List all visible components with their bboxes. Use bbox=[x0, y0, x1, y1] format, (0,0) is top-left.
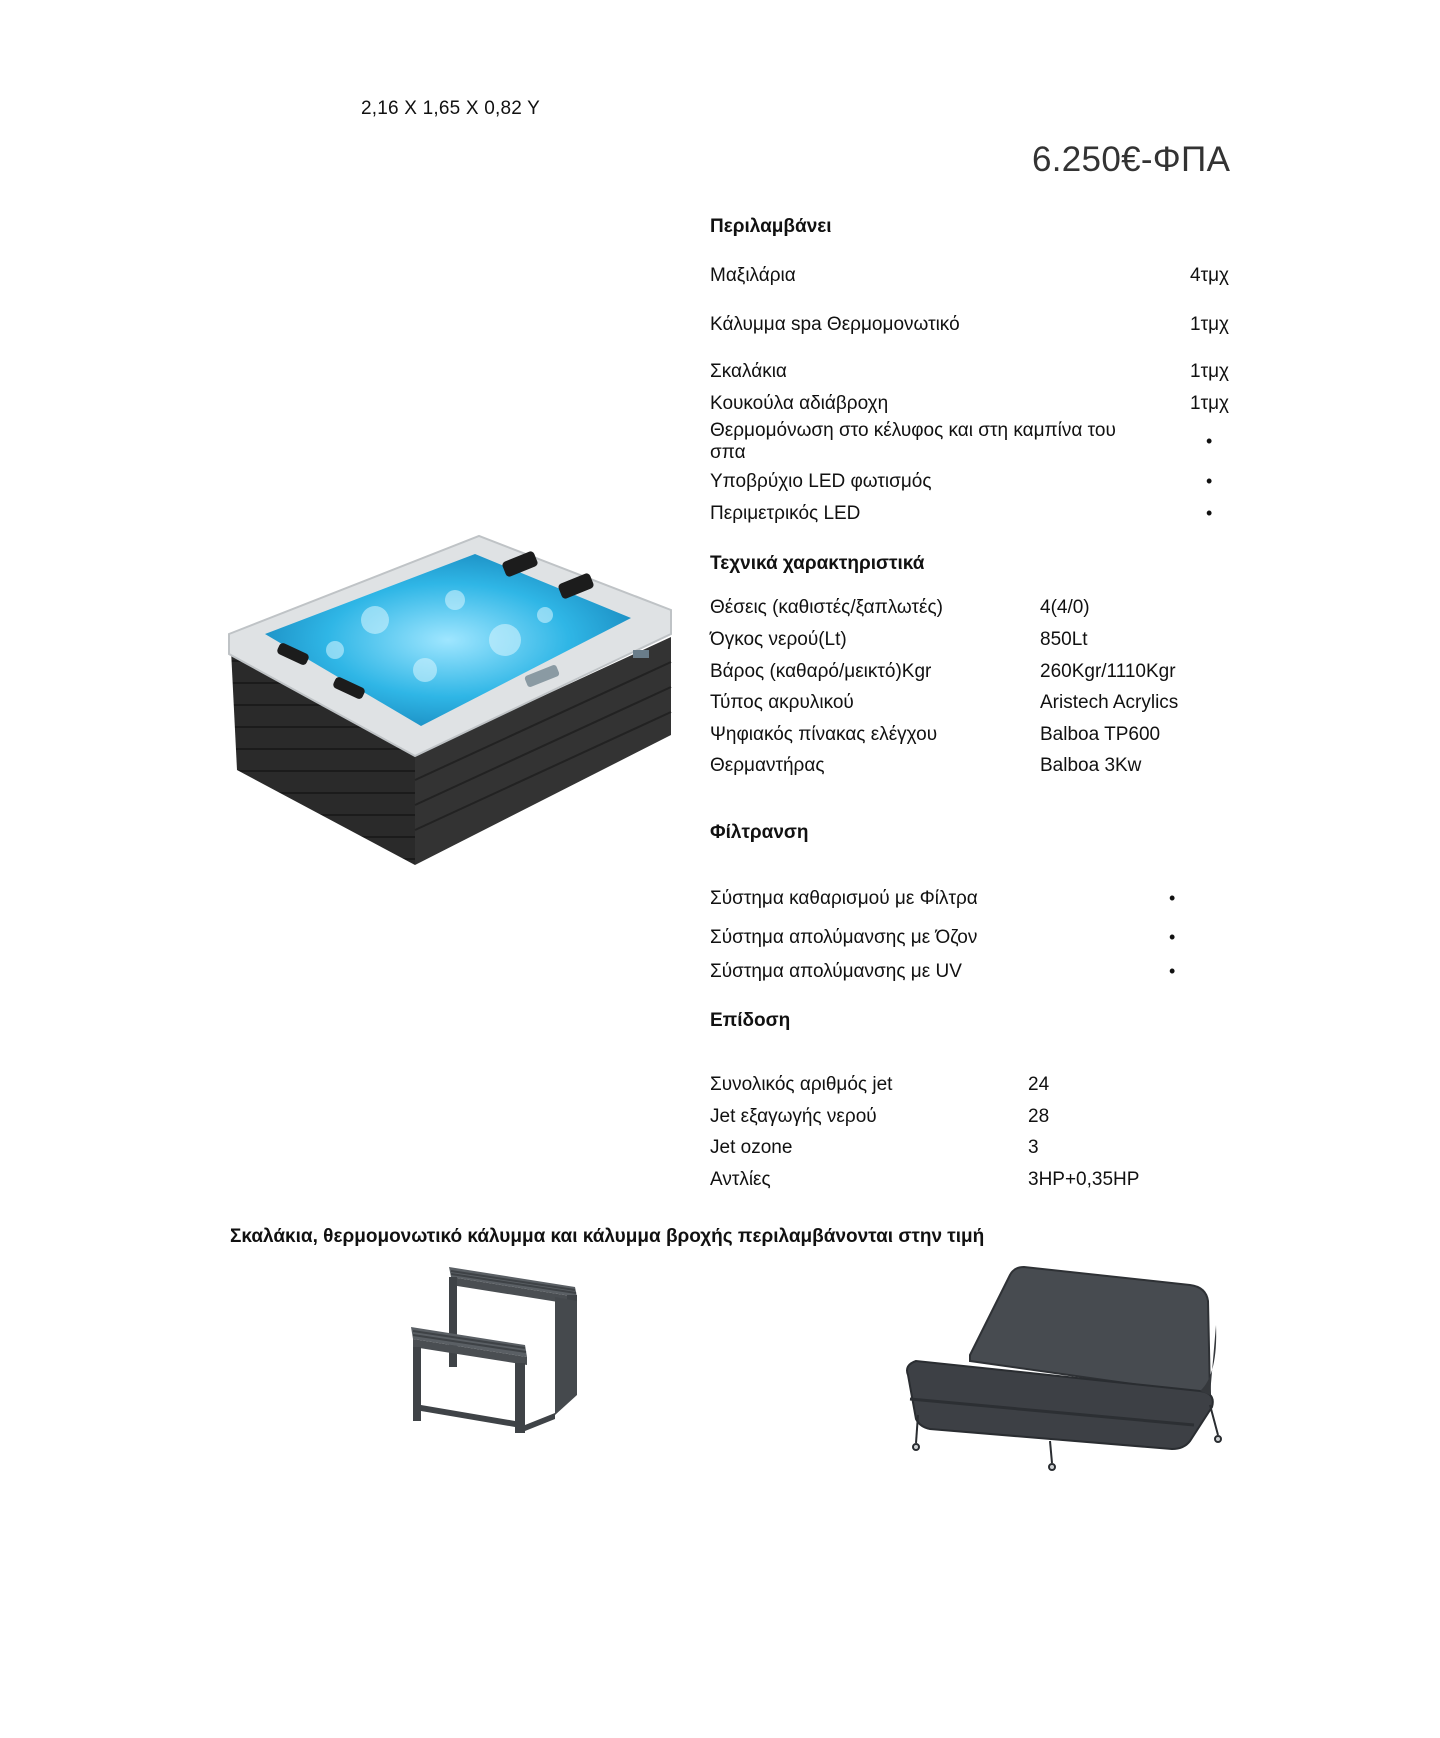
technical-value-4: Balboa TP600 bbox=[1040, 724, 1161, 745]
filtration-bullet-1: • bbox=[1169, 927, 1176, 947]
technical-label-4: Ψηφιακός πίνακας ελέγχου bbox=[710, 724, 938, 745]
technical-value-0: 4(4/0) bbox=[1040, 597, 1090, 618]
includes-label-0: Μαξιλάρια bbox=[710, 265, 796, 286]
technical-title: Τεχνικά χαρακτηριστικά bbox=[710, 553, 925, 574]
filtration-label-2: Σύστημα απολύμανσης με UV bbox=[710, 961, 962, 982]
performance-label-0: Συνολικός αριθμός jet bbox=[710, 1074, 893, 1095]
technical-label-5: Θερμαντήρας bbox=[710, 755, 825, 776]
performance-value-3: 3HP+0,35HP bbox=[1028, 1169, 1140, 1190]
includes-label-1: Κάλυμμα spa Θερμομονωτικό bbox=[710, 314, 960, 335]
includes-bullet-5: • bbox=[1206, 471, 1213, 491]
performance-label-1: Jet εξαγωγής νερού bbox=[710, 1106, 877, 1127]
spa-steps-image bbox=[405, 1265, 605, 1445]
performance-label-3: Αντλίες bbox=[710, 1169, 771, 1190]
performance-value-0: 24 bbox=[1028, 1074, 1050, 1095]
technical-value-2: 260Kgr/1110Kgr bbox=[1040, 661, 1176, 682]
filtration-label-1: Σύστημα απολύμανσης με Όζον bbox=[710, 927, 978, 948]
includes-label-3: Κουκούλα αδιάβροχη bbox=[710, 393, 889, 414]
technical-label-3: Τύπος ακρυλικού bbox=[710, 692, 854, 713]
includes-qty-3: 1τμχ bbox=[1190, 393, 1229, 414]
performance-value-2: 3 bbox=[1028, 1137, 1039, 1158]
filtration-label-0: Σύστημα καθαρισμού με Φίλτρα bbox=[710, 888, 978, 909]
technical-label-0: Θέσεις (καθιστές/ξαπλωτές) bbox=[710, 597, 943, 618]
technical-value-3: Aristech Acrylics bbox=[1040, 692, 1179, 713]
includes-qty-0: 4τμχ bbox=[1190, 265, 1229, 286]
price-text: 6.250€-ΦΠΑ bbox=[1032, 140, 1231, 179]
performance-label-2: Jet ozone bbox=[710, 1137, 793, 1158]
spa-cover-image bbox=[900, 1265, 1230, 1485]
performance-value-1: 28 bbox=[1028, 1106, 1050, 1127]
spa-tub-image bbox=[225, 530, 675, 870]
includes-label-4: Θερμομόνωση στο κέλυφος και στη καμπίνα του σπα bbox=[710, 420, 1116, 463]
includes-label-5: Υποβρύχιο LED φωτισμός bbox=[710, 471, 932, 492]
includes-label-6: Περιμετρικός LED bbox=[710, 503, 861, 524]
includes-bullet-6: • bbox=[1206, 503, 1213, 523]
filtration-bullet-2: • bbox=[1169, 961, 1176, 981]
technical-value-1: 850Lt bbox=[1040, 629, 1088, 650]
includes-qty-1: 1τμχ bbox=[1190, 314, 1229, 335]
includes-label-2: Σκαλάκια bbox=[710, 361, 787, 382]
includes-title: Περιλαμβάνει bbox=[710, 216, 832, 237]
filtration-bullet-0: • bbox=[1169, 888, 1176, 908]
dimensions-text: 2,16 X 1,65 X 0,82 Y bbox=[361, 98, 541, 119]
technical-label-1: Όγκος νερού(Lt) bbox=[710, 629, 847, 650]
spa-logo-plate bbox=[633, 650, 649, 658]
filtration-title: Φίλτρανση bbox=[710, 822, 809, 843]
included-items-caption: Σκαλάκια, θερμομονωτικό κάλυμμα και κάλυμμα βροχής περιλαμβάνονται στην τιμή bbox=[230, 1226, 985, 1247]
includes-qty-2: 1τμχ bbox=[1190, 361, 1229, 382]
includes-bullet-4: • bbox=[1206, 431, 1213, 451]
technical-value-5: Balboa 3Kw bbox=[1040, 755, 1142, 776]
performance-title: Επίδοση bbox=[710, 1010, 791, 1031]
technical-label-2: Βάρος (καθαρό/μεικτό)Kgr bbox=[710, 661, 932, 682]
